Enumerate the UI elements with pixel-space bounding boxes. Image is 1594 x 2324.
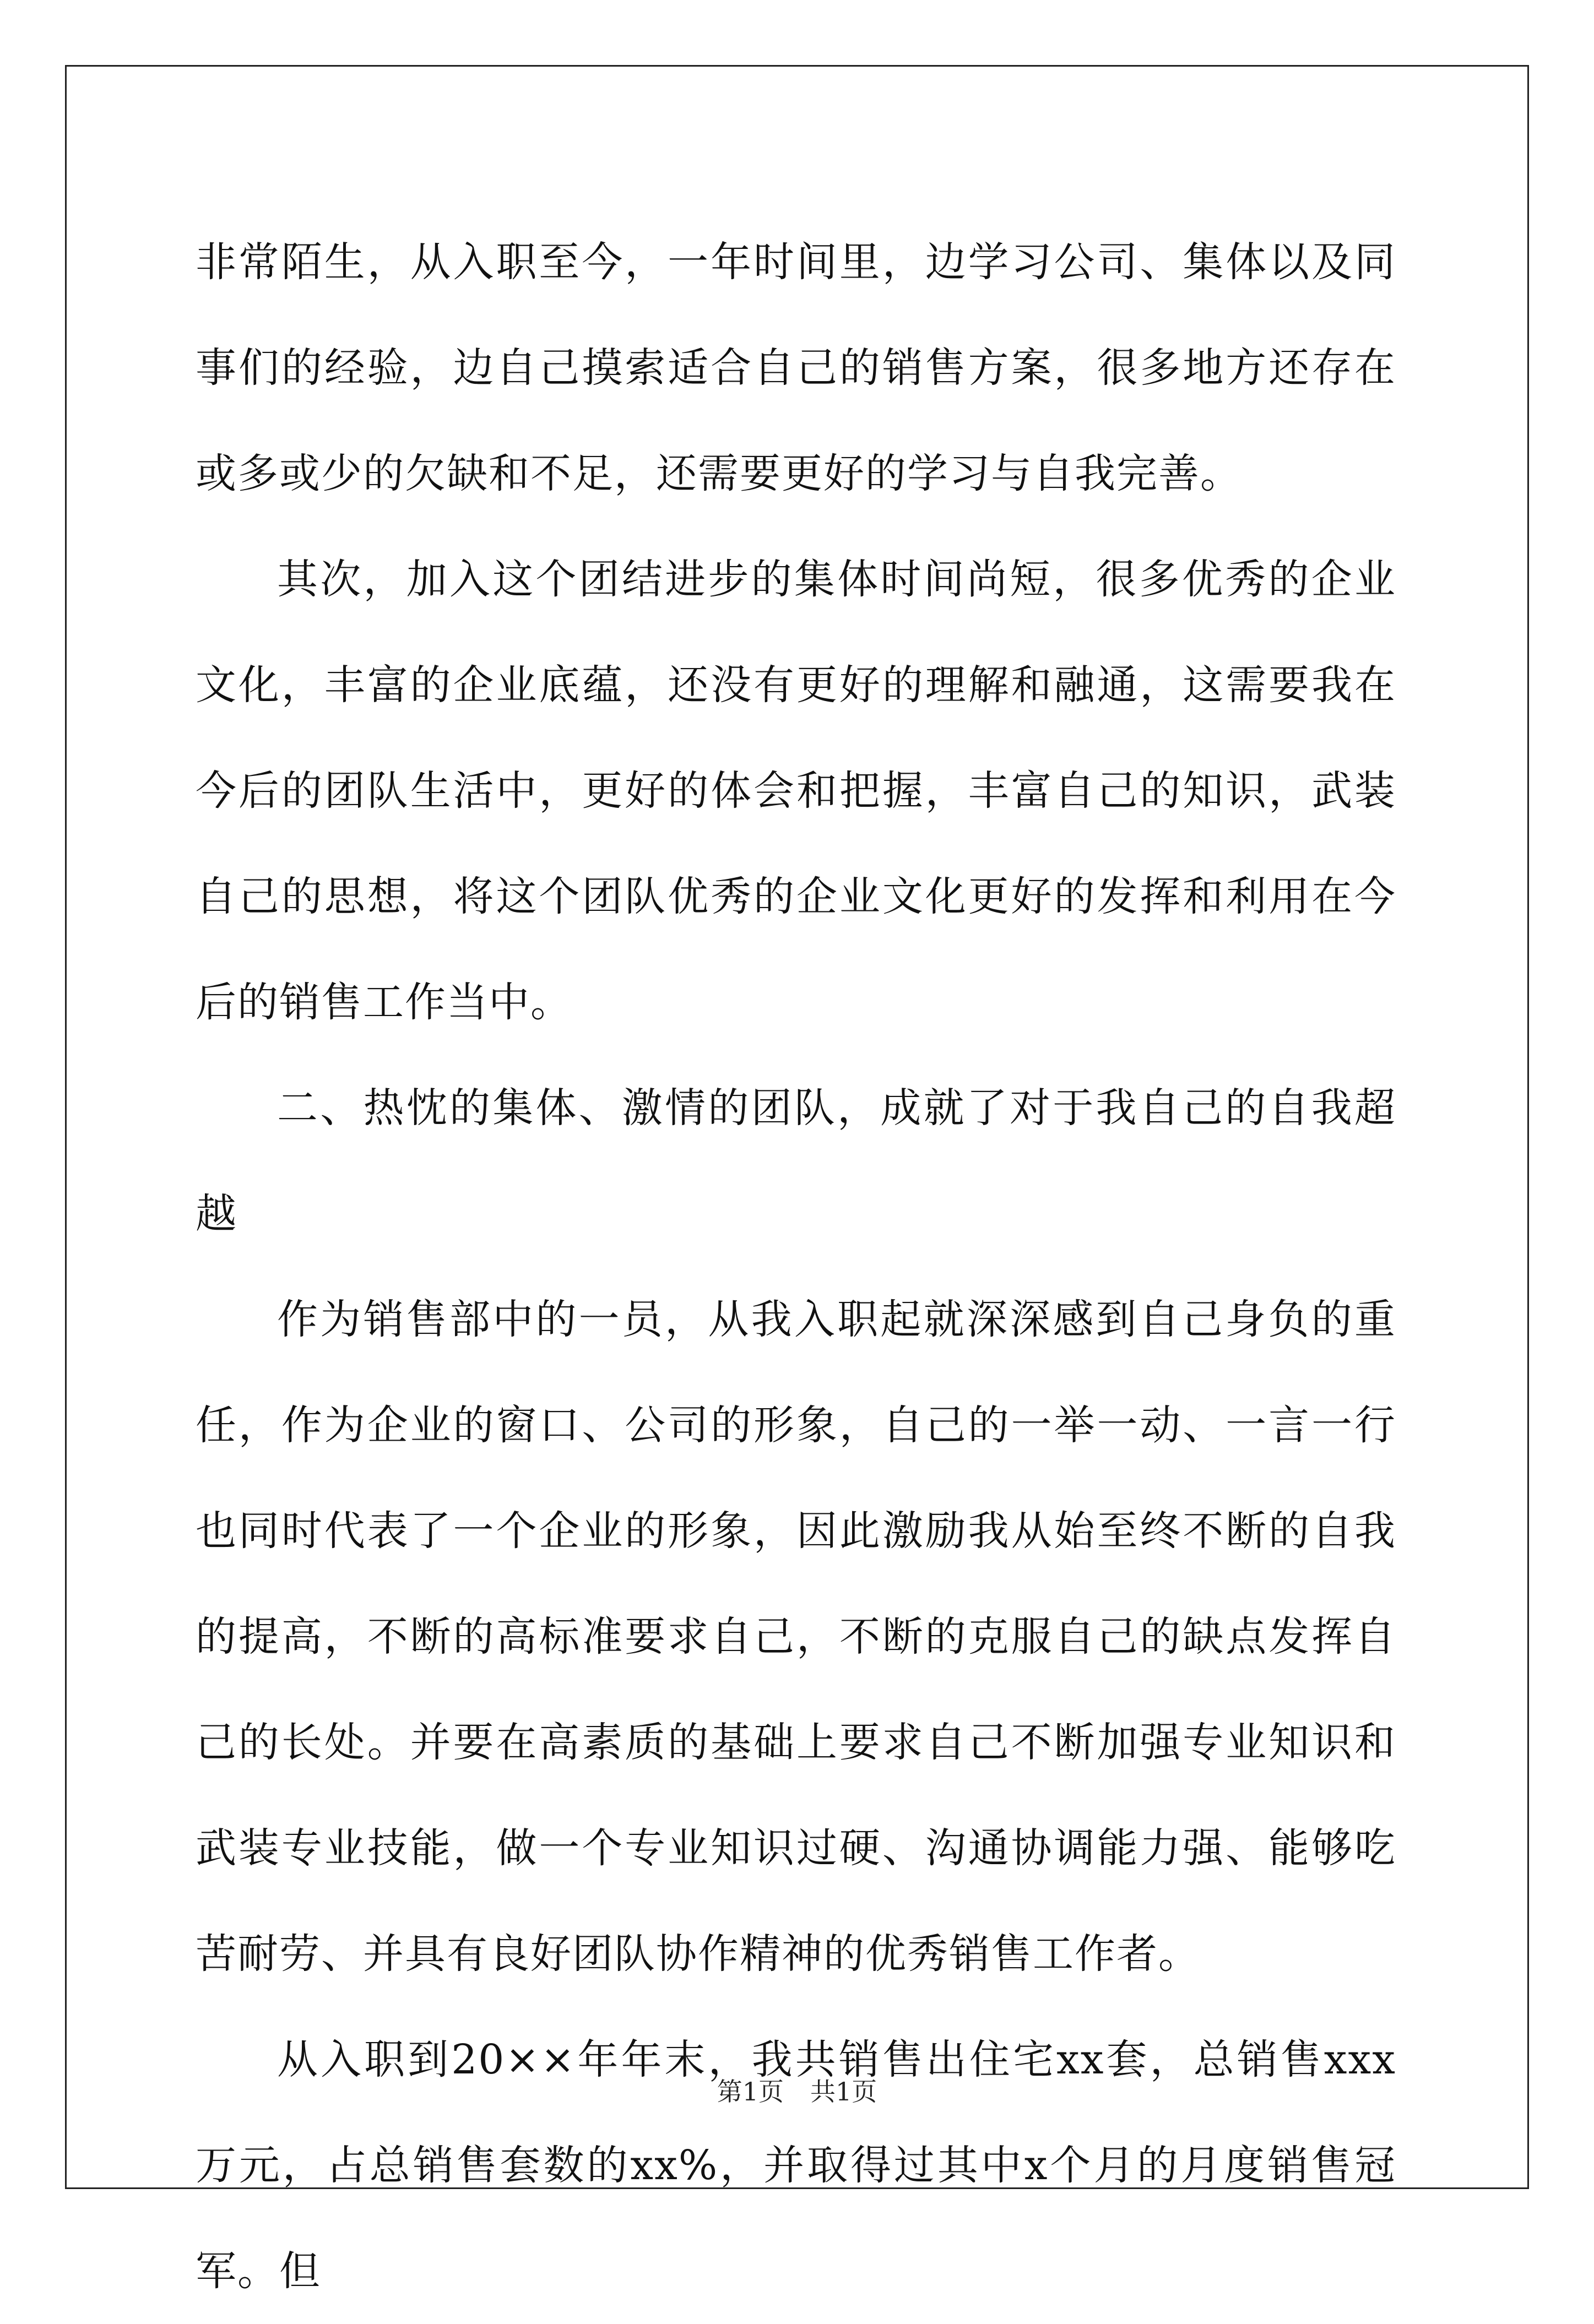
section-heading: 二、热忱的集体、激情的团队，成就了对于我自己的自我超越 [196,1084,1396,1237]
page-footer [0,2075,1594,2108]
paragraph-4: 从入职到20××年年末，我共销售出住宅xx套，总销售xxx万元，占总销售套数的xx%，并取得过其中x个月的月度销售冠军。但 [196,2036,1396,2295]
paragraph-1: 非常陌生，从入职至今，一年时间里，边学习公司、集体以及同事们的经验，边自己摸索适合自己的销售方案，很多地方还存在或多或少的欠缺和不足，还需要更好的学习与自我完善。 [196,238,1396,497]
page-number: 第1页 [717,2077,784,2106]
page-total: 共1页 [810,2077,877,2106]
paragraph-2: 其次，加入这个团结进步的集体时间尚短，很多优秀的企业文化，丰富的企业底蕴，还没有更好的理解和融通，这需要我在今后的团队生活中，更好的体会和把握，丰富自己的知识，武装自己的思想，将这个团队优秀的企业文化更好的发挥和利用在今后的销售工作当中。 [196,556,1396,1026]
paragraph-3: 作为销售部中的一员，从我入职起就深深感到自己身负的重任，作为企业的窗口、公司的形象，自己的一举一动、一言一行也同时代表了一个企业的形象，因此激励我从始至终不断的自我的提高，不断的高标准要求自己，不断的克服自己的缺点发挥自己的长处。并要在高素质的基础上要求自己不断加强专业知识和武装专业技能，做一个专业知识过硬、沟通协调能力强、能够吃苦耐劳、并具有良好团队协作精神的优秀销售工作者。 [196,1296,1396,1978]
document-body [196,209,1396,2324]
